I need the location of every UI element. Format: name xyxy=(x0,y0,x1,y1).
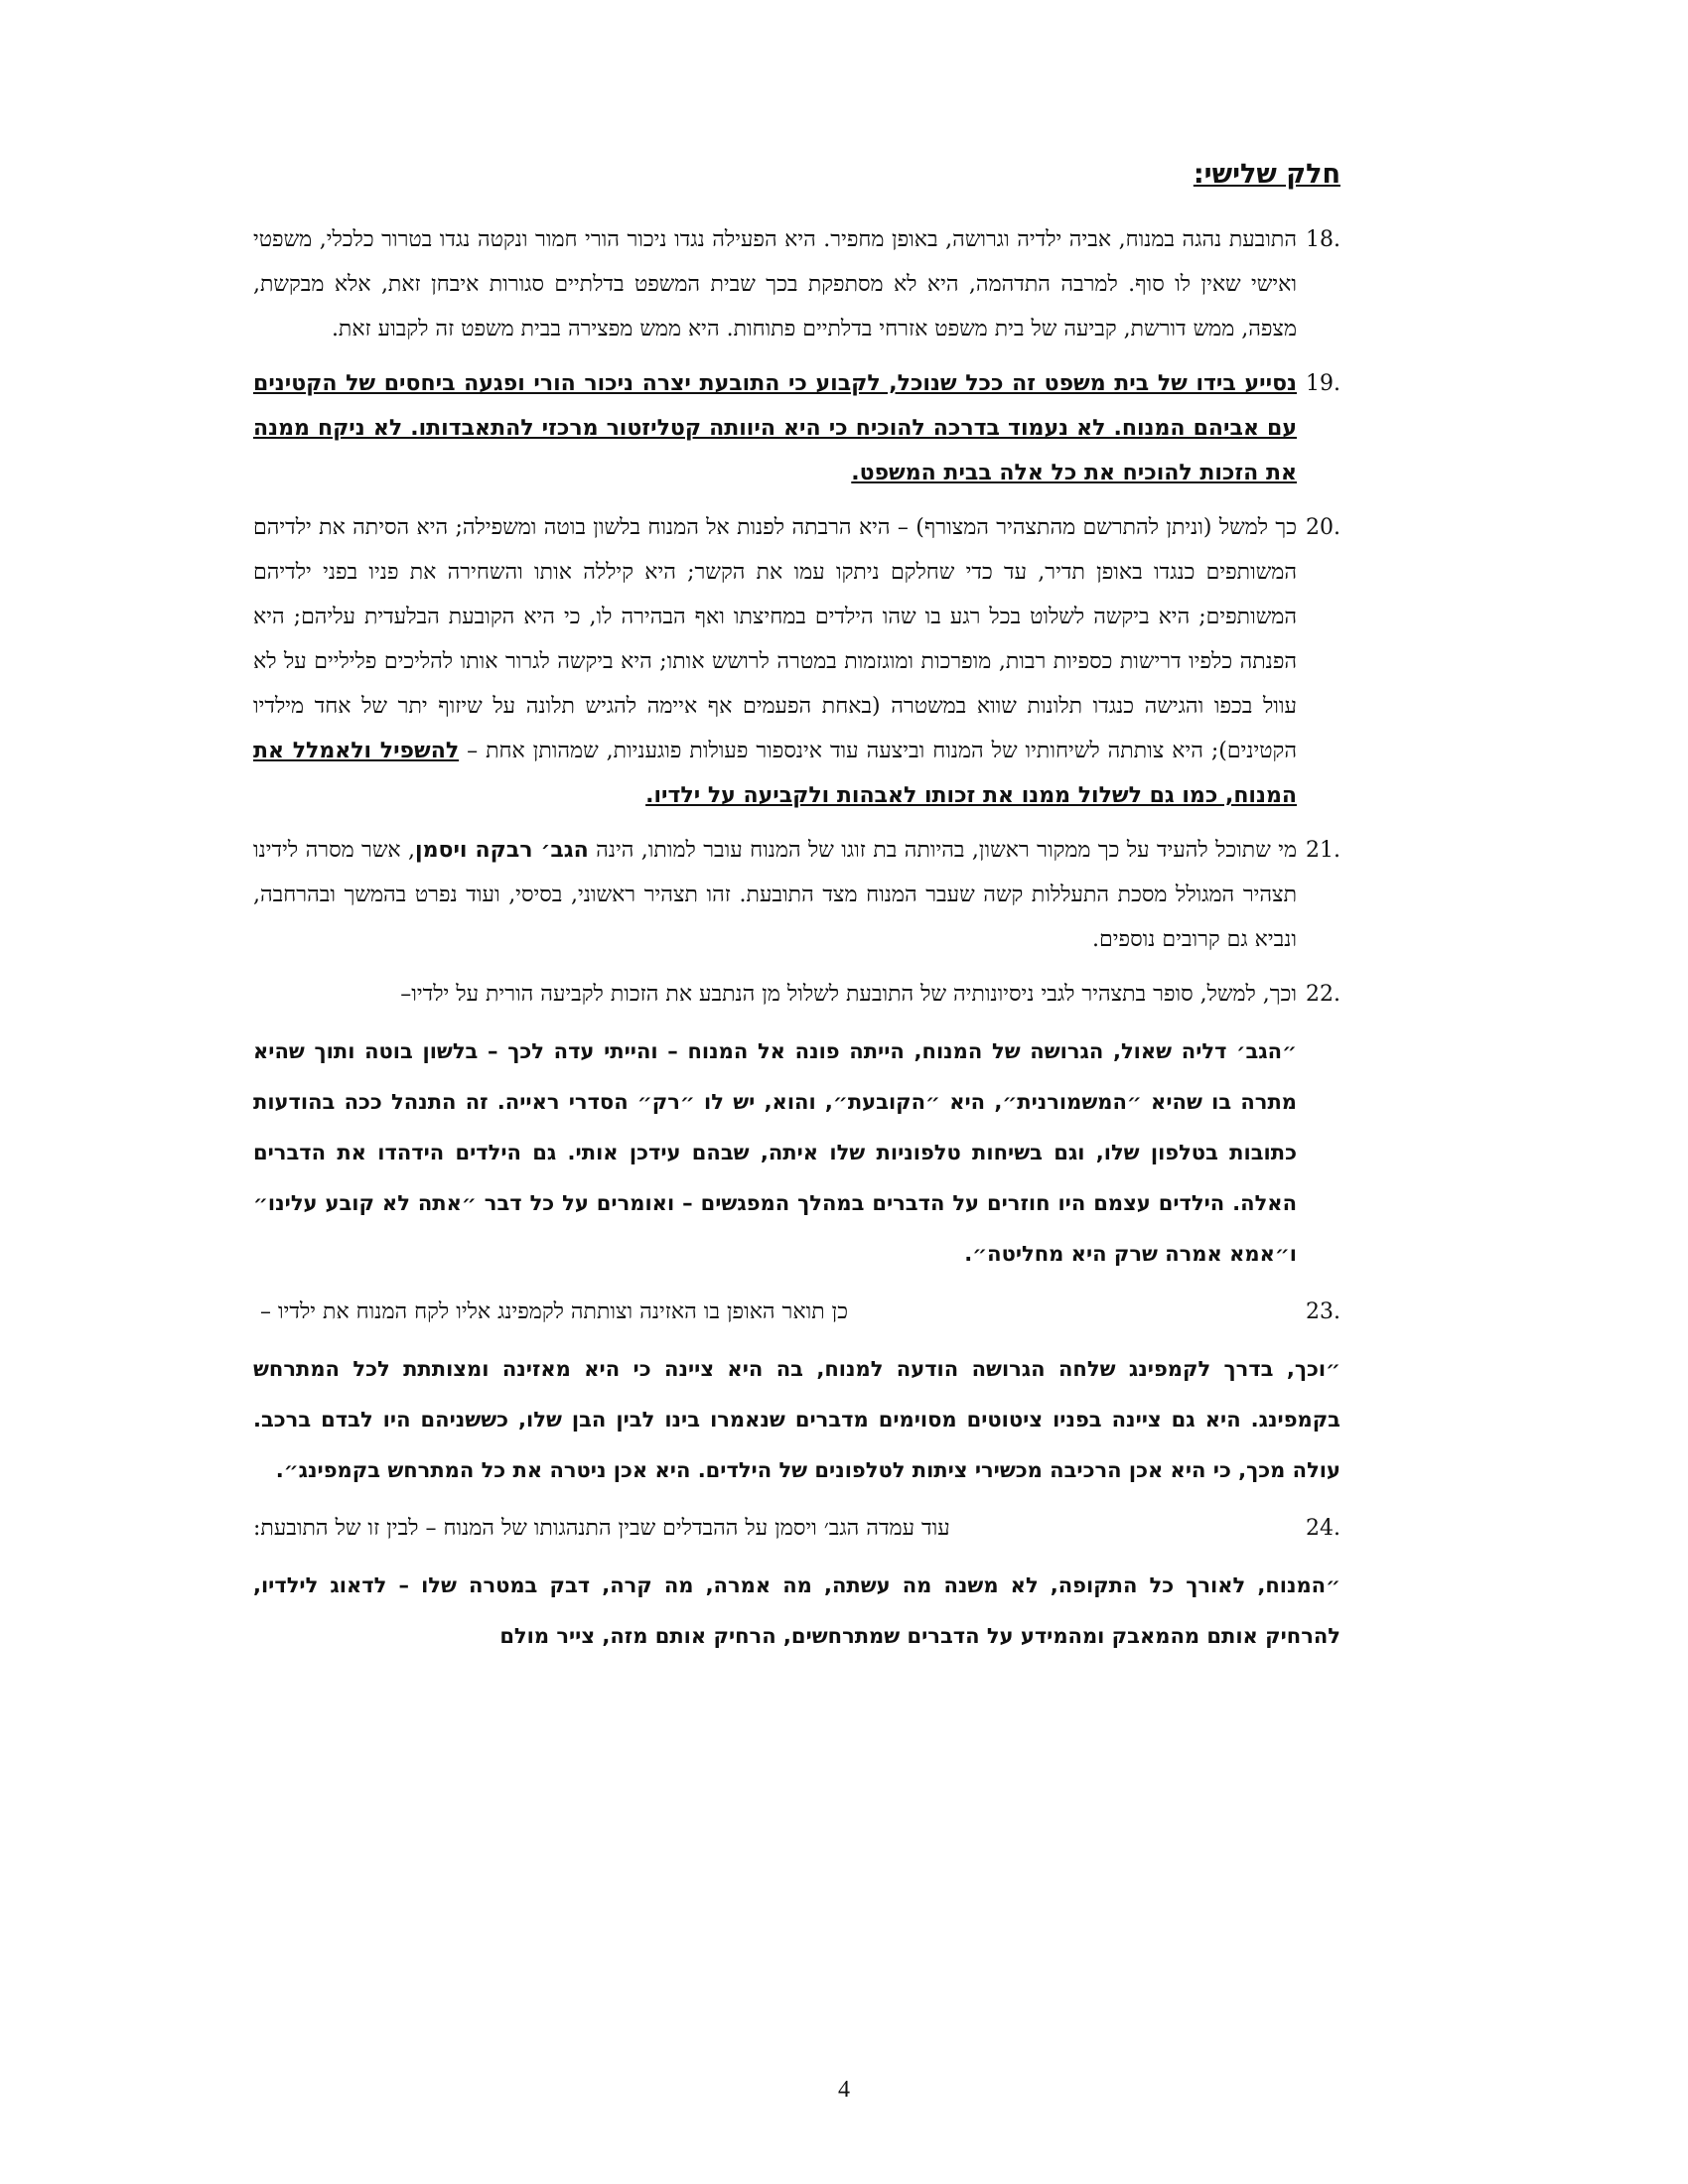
paragraph-text xyxy=(253,505,1297,818)
paragraph-text-emphasized: נסייע בידו של בית משפט זה ככל שנוכל, לקבוע כי התובעת יצרה ניכור הורי ופגעה ביחסים של הקטינים עם אביהם המנוח. לא נעמוד בדרכה להוכיח כי היא היוותה קטליזטור מרכזי להתאבדותו. לא ניקח ממנה את הזכות להוכיח את כל אלה בבית המשפט. xyxy=(253,371,1297,485)
paragraph-18 xyxy=(253,217,1340,351)
paragraph-text: כן תואר האופן בו האזינה וצותתה לקמפינג אליו לקח המנוח את ילדיו – xyxy=(260,1299,848,1324)
paragraph-body-cont: , אשר מסרה לידינו תצהיר המגולל מסכת התעללות קשה שעבר המנוח מצד התובעת. זהו תצהיר ראשוני, בסיסי, ועוד נפרט בהמשך ובהרחבה, ונביא גם קרובים נוספים. xyxy=(253,838,1297,952)
document-page xyxy=(253,159,1340,1672)
section-title: חלק שלישי: xyxy=(1193,159,1340,190)
paragraph-emphasis: להשפיל ולאמלל את המנוח, כמו גם לשלול ממנו את זכותו לאבהות ולקביעה על ילדיו. xyxy=(253,739,1297,808)
paragraph-text xyxy=(253,828,1297,962)
affidavit-quote: ״וכך, בדרך לקמפינג שלחה הגרושה הודעה למנוח, בה היא ציינה כי היא מאזינה ומצותתת לכל המתרחש בקמפינג. היא גם ציינה בפניו ציטוטים מסוימים מדברים שנאמרו בינו לבין הבן שלו, כששניהם היו לבדם ברכב. עולה מכך, כי היא אכן הרכיבה מכשירי ציתות לטלפונים של הילדים. היא אכן ניטרה את כל המתרחש בקמפינג״. xyxy=(253,1357,1340,1482)
page-number: 4 xyxy=(838,2077,850,2103)
paragraph-number: 20. xyxy=(1306,515,1340,540)
paragraph-text: וכך, למשל, סופר בתצהיר לגבי ניסיונותיה של התובעת לשלול מן הנתבע את הזכות לקביעה הורית על ילדיו– xyxy=(400,982,1297,1007)
paragraph-24 xyxy=(253,1506,1340,1551)
paragraph-number: 21. xyxy=(1306,838,1340,863)
paragraph-22 xyxy=(253,972,1340,1017)
paragraph-number: 19. xyxy=(1306,371,1340,396)
affidavit-quote: ״המנוח, לאורך כל התקופה, לא משנה מה עשתה, מה אמרה, מה קרה, דבק במטרה שלו – לדאוג לילדיו, להרחיק אותם מהמאבק ומהמידע על הדברים שמתרחשים, הרחיק אותם מזה, צייר מולם xyxy=(253,1573,1340,1648)
paragraph-number: 23. xyxy=(1306,1299,1340,1324)
paragraph-21 xyxy=(253,828,1340,962)
affidavit-quote: ״הגב׳ דליה שאול, הגרושה של המנוח, הייתה פונה אל המנוח – והייתי עדה לכך – בלשון בוטה ותוך שהיא מתרה בו שהיא ״המשמורנית״, היא ״הקובעת״, והוא, יש לו ״רק״ הסדרי ראייה. זה התנהל ככה בהודעות כתובות בטלפון שלו, וגם בשיחות טלפוניות שלו איתה, שבהם עידכן אותי. גם הילדים הידהדו את הדברים האלה. הילדים עצמם היו חוזרים על הדברים במהלך המפגשים – ואומרים על כל דבר ״אתה לא קובע עלינו״ ו״אמא אמרה שרק היא מחליטה״. xyxy=(253,1039,1297,1266)
paragraph-text: עוד עמדה הגב׳ ויסמן על ההבדלים שבין התנהגותו של המנוח – לבין זו של התובעת: xyxy=(253,1516,950,1541)
paragraph-23 xyxy=(253,1290,1340,1334)
paragraph-text: התובעת נהגה במנוח, אביה ילדיה וגרושה, באופן מחפיר. היא הפעילה נגדו ניכור הורי חמור ונקטה נגדו בטרור כלכלי, משפטי ואישי שאין לו סוף. למרבה התדהמה, היא לא מסתפקת בכך שבית המשפט בדלתיים סגורות איבחן זאת, אלא מבקשת, מצפה, ממש דורשת, קביעה של בית משפט אזרחי בדלתיים פתוחות. היא ממש מפצירה בבית משפט זה לקבוע זאת. xyxy=(253,227,1297,341)
witness-name: הגב׳ רבקה ויסמן xyxy=(415,838,589,863)
paragraph-20 xyxy=(253,505,1340,818)
paragraph-body: כך למשל (וניתן להתרשם מהתצהיר המצורף) – היא הרבתה לפנות אל המנוח בלשון בוטה ומשפילה; היא הסיתה את ילדיהם המשותפים כנגדו באופן תדיר, עד כדי שחלקם ניתקו עמו את הקשר; היא קיללה אותו והשחירה את פניו בפני ילדיהם המשותפים; היא ביקשה לשלוט בכל רגע בו שהו הילדים במחיצתו ואף הבהירה לו, כי היא הקובעת הבלעדית עליהם; היא הפנתה כלפיו דרישות כספיות רבות, מופרכות ומוגזמות במטרה לרושש אותו; היא ביקשה לגרור אותו להליכים פליליים על לא עוול בכפו והגישה כנגדו תלונות שווא במשטרה (באחת הפעמים אף איימה להגיש תלונה על שיזוף יתר של אחד מילדיו הקטינים); היא צותתה לשיחותיו של המנוח וביצעה עוד אינספור פעולות פוגעניות, שמהותן אחת – xyxy=(253,515,1297,763)
paragraph-body: מי שתוכל להעיד על כך ממקור ראשון, בהיותה בת זוגו של המנוח עובר למותו, הינה xyxy=(588,838,1298,863)
paragraph-number: 18. xyxy=(1306,227,1340,252)
paragraph-number: 22. xyxy=(1306,982,1340,1007)
paragraph-number: 24. xyxy=(1306,1516,1340,1541)
paragraph-19 xyxy=(253,361,1340,495)
